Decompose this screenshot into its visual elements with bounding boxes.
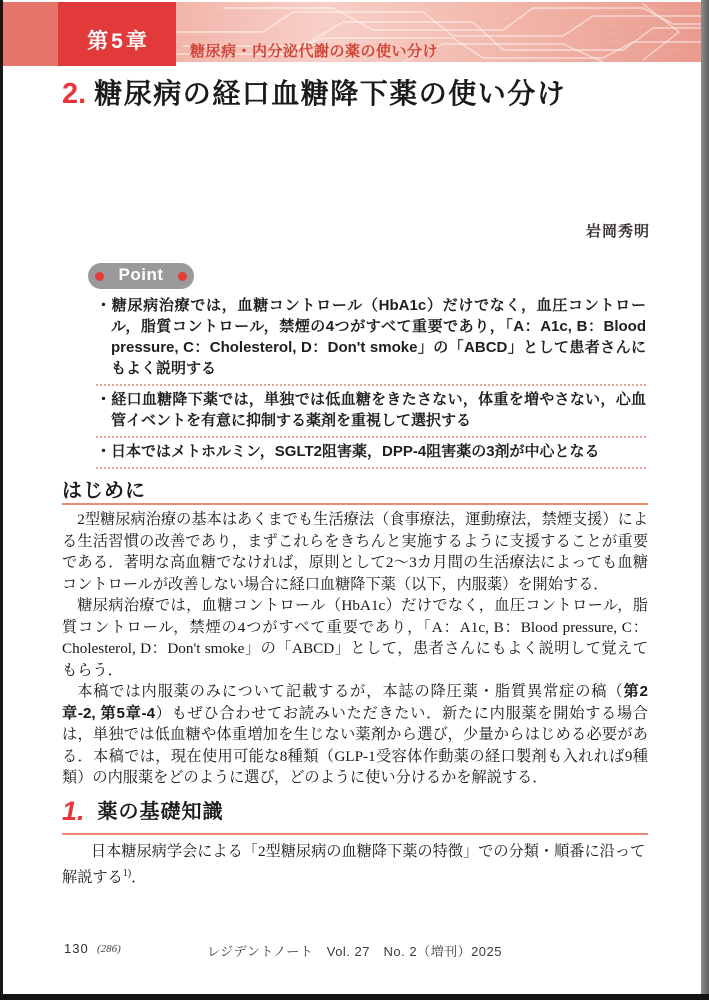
point-item: ・日本ではメトホルミン，SGLT2阻害薬，DPP-4阻害薬の3剤が中心となる — [96, 438, 646, 469]
reference-mark: 1) — [122, 867, 132, 879]
point-item: ・経口血糖降下薬では，単独では低血糖をきたさない，体重を増やさない，心血管イベントを有意に抑制する薬剤を重視して選択する — [96, 386, 646, 438]
chapter-label: 第5章 — [87, 29, 150, 53]
page-footer — [0, 941, 709, 961]
intro-paragraph: 糖尿病治療では，血糖コントロール（HbA1c）だけでなく，血圧コントロール，脂質コントロール，禁煙の4つがすべて重要であり，「A：A1c, B：Blood pressure, C：Cholesterol, D：Don't smoke」の「ABCD」として，患者さんにもよく説明して覚えてもらう． — [62, 597, 648, 679]
section1-heading-rule — [62, 833, 648, 835]
point-label-pill — [88, 263, 194, 289]
chapter-accent-block — [3, 2, 58, 66]
point-item: ・糖尿病治療では，血糖コントロール（HbA1c）だけでなく，血圧コントロール，脂質コントロール，禁煙の4つがすべて重要であり，「A：A1c, B：Blood pressure, C：Cholesterol, D：Don't smoke」の「ABCD」として患者さんにもよく説明する — [96, 292, 646, 386]
page-edge-bottom — [0, 994, 709, 1000]
intro-paragraph: 2型糖尿病治療の基本はあくまでも生活療法（食事療法，運動療法，禁煙支援）による生活習慣の改善であり，まずこれらをきちんと実施するように支援することが重要である．著明な高血糖でなければ，原則として2〜3カ月間の生活療法によっても血糖コントロールが改善しない場合に経口血糖降下薬（以下，内服薬）を開始する． — [62, 511, 648, 593]
article-title-text: 糖尿病の経口血糖降下薬の使い分け — [94, 78, 567, 109]
section1-heading-text: 薬の基礎知識 — [97, 801, 224, 823]
intro-heading: はじめに — [62, 480, 146, 502]
chapter-number-box — [58, 2, 176, 66]
page-number: 130 — [64, 941, 89, 956]
intro-heading-rule — [62, 503, 648, 505]
article-number: 2. — [62, 78, 87, 110]
point-dot-icon — [178, 272, 187, 281]
point-list — [96, 292, 646, 469]
point-label: Point — [118, 265, 164, 284]
intro-body — [62, 509, 648, 789]
article-title — [62, 72, 662, 112]
section1-body: 日本糖尿病学会による「2型糖尿病の血糖降下薬の特徴」での分類・順番に沿って解説する$^{1)}$． — [62, 843, 646, 886]
page-number-paren: (286) — [97, 943, 121, 955]
point-dot-icon — [95, 272, 104, 281]
author-name: 岩岡秀明 — [585, 223, 650, 240]
chapter-subtitle: 糖尿病・内分泌代謝の薬の使い分け — [190, 43, 439, 60]
page-edge-right — [701, 0, 709, 1000]
section1-number: 1. — [62, 796, 85, 826]
cross-reference: 第2章-2, 第5章-4 — [62, 683, 648, 722]
section1-heading — [62, 795, 224, 827]
intro-paragraph: 本稿では内服薬のみについて記載するが，本誌の降圧薬・脂質異常症の稿（第2章-2, 第5章-4）もぜひ合わせてお読みいただきたい．新たに内服薬を開始する場合は，単独では低血糖や体重増加を生じない薬剤から選び，少量からはじめる必要がある．本稿では，現在使用可能な8種類（GLP-1受容体作動薬の経口製剤も入れれば9種類）の内服薬をどのように選び，どのように使い分けるかを解説する． — [62, 683, 648, 786]
journal-volume-line: レジデントノート Vol. 27 No. 2（増刊）2025 — [207, 944, 502, 959]
page-edge-left — [0, 0, 3, 1000]
